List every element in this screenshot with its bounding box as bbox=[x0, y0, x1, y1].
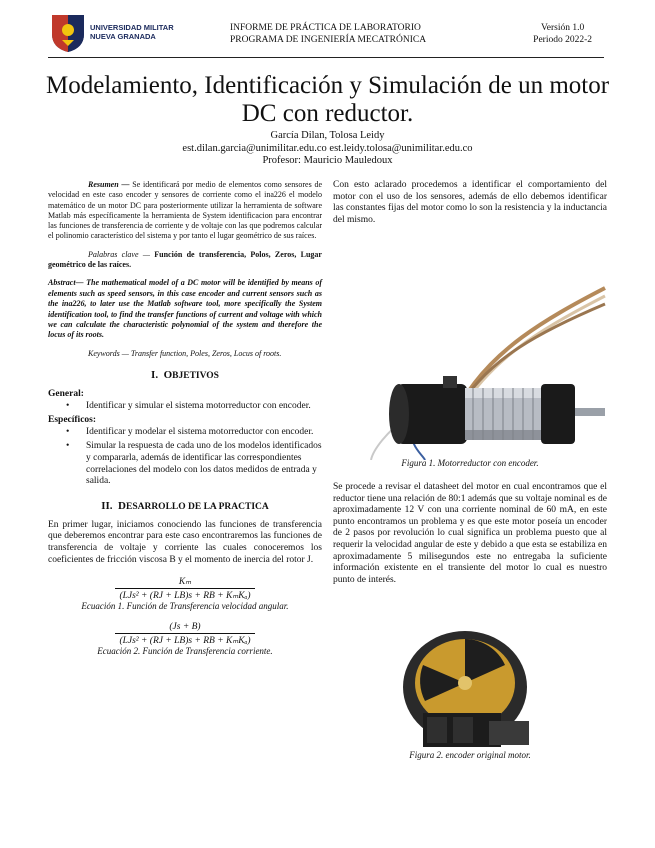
desarrollo-title-first: D bbox=[118, 499, 126, 512]
datasheet-paragraph: Se procede a revisar el datasheet del motor en cual encontramos que el reductor tiene una relación de 80:1 además que su voltaje nominal es de aproximadamente 12 V con una corriente nominal de 60 mA, en este punto encontramos un problema y es que este motor poseía un encoder de 2 pasos por revolución lo cual significa un problema puesto que al requerir la velocidad angular de este y debido a que esta se estabiliza en aproximadamente 5 milisegundos este no entregaba la suficiente información existente en el transiente del motor lo cual es nuestro punto de interés. bbox=[333, 482, 607, 585]
keywords-paragraph bbox=[48, 349, 322, 359]
figure-motor-photo bbox=[333, 260, 607, 460]
section-desarrollo-heading bbox=[48, 500, 322, 514]
right-column bbox=[333, 180, 607, 800]
header-center bbox=[230, 22, 426, 46]
palabras-text: Función de transferencia, Polos, Zeros, Lugar geométrico de las raíces. bbox=[48, 249, 322, 270]
logo-line-2: NUEVA GRANADA bbox=[90, 32, 156, 41]
resumen-paragraph bbox=[48, 180, 322, 242]
palabras-label: Palabras clave — bbox=[88, 249, 150, 259]
version-label: Versión 1.0 bbox=[540, 23, 585, 33]
abstract-label: Abstract— bbox=[48, 278, 84, 288]
list-item: • Identificar y modelar el sistema motorreductor con encoder. bbox=[86, 427, 322, 439]
logo-line-1: UNIVERSIDAD MILITAR bbox=[90, 23, 174, 32]
equation-1 bbox=[48, 576, 322, 601]
professor-name: Profesor: Mauricio Mauledoux bbox=[262, 155, 393, 166]
eq2-numerator: (Js + B) bbox=[169, 622, 201, 633]
list-item: • Identificar y simular el sistema motorreductor con encoder. bbox=[86, 401, 322, 413]
left-column bbox=[48, 180, 322, 657]
section-objetivos-heading bbox=[48, 369, 322, 383]
author-names: García Dilan, Tolosa Leidy bbox=[270, 130, 385, 141]
abstract-paragraph bbox=[48, 278, 322, 340]
palabras-clave-paragraph bbox=[48, 250, 322, 271]
intro-paragraph: Con esto aclarado procedemos a identificar el comportamiento del motor con el uso de los sensores, además de ello debemos identificar las constantes fijas del motor como lo son la resistencia y la inductancia del mismo. bbox=[333, 180, 607, 225]
equation-2 bbox=[48, 622, 322, 646]
report-type: INFORME DE PRÁCTICA DE LABORATORIO bbox=[230, 23, 421, 33]
shield-icon bbox=[48, 12, 88, 54]
objetivos-roman: I. bbox=[151, 369, 159, 382]
header-right bbox=[533, 22, 592, 46]
objetivos-title-rest: BJETIVOS bbox=[172, 371, 219, 382]
program-name: PROGRAMA DE INGENIERÍA MECATRÓNICA bbox=[230, 35, 427, 45]
keywords-text: Transfer function, Poles, Zeros, Locus of roots. bbox=[128, 348, 282, 358]
motor-gearbox-image bbox=[333, 260, 607, 460]
university-logo bbox=[48, 12, 188, 54]
list-item: • Simular la respuesta de cada uno de los modelos identificados y compararla, además de identificar las correspondientes correlaciones del modelo con los datos medidos de entrada y salida. bbox=[86, 441, 322, 487]
figure-1-caption: Figura 1. Motorreductor con encoder. bbox=[401, 458, 539, 468]
authors-block bbox=[30, 130, 625, 168]
desarrollo-title-rest: ESARROLLO DE LA PRACTICA bbox=[125, 501, 269, 512]
figure-2-caption: Figura 2. encoder original motor. bbox=[409, 750, 531, 760]
general-label: General: bbox=[48, 389, 84, 400]
especificos-label: Específicos: bbox=[48, 415, 97, 426]
resumen-text: Se identificará por medio de elementos como sensores de velocidad en este caso encoder y sensores de corriente como el ina226 el modelo matemático de un motor DC para posteriormente utilizar la herramienta de software Matlab más específicamente la herramienta de System identificacion para encontrar las funciones de transferencia de corriente y de voltaje con las que podremos calcular el polinomio característico del sistema y por tanto el lugar geométrico de sus raíces. bbox=[48, 180, 323, 241]
figure-encoder-photo bbox=[393, 625, 553, 755]
period-label: Periodo 2022-2 bbox=[533, 35, 592, 45]
eq2-denominator: (LJs² + (RJ + LB)s + RB + KₘKₐ) bbox=[115, 633, 254, 646]
eq1-caption: Ecuación 1. Función de Transferencia velocidad angular. bbox=[81, 601, 289, 612]
page-header bbox=[48, 10, 604, 58]
especificos-list bbox=[86, 427, 322, 488]
encoder-image bbox=[393, 625, 553, 755]
desarrollo-paragraph: En primer lugar, iniciamos conociendo las funciones de transferencia que deberemos encontrar para este caso encontraremos las funciones de transferencia de voltaje y corriente las cuales conoceremos los coeficientes de fricción viscosa B y el momento de inercia del rotor J. bbox=[48, 519, 322, 565]
resumen-label: Resumen — bbox=[88, 180, 130, 189]
eq1-numerator: Kₘ bbox=[178, 577, 192, 588]
desarrollo-roman: II. bbox=[101, 499, 113, 512]
paper-title: Modelamiento, Identificación y Simulación de un motor DC con reductor. bbox=[45, 72, 610, 127]
author-emails: est.dilan.garcia@unimilitar.edu.co est.leidy.tolosa@unimilitar.edu.co bbox=[182, 142, 473, 154]
objetivos-title-first: O bbox=[163, 369, 173, 382]
general-list bbox=[86, 401, 322, 413]
eq2-caption: Ecuación 2. Función de Transferencia corriente. bbox=[97, 646, 273, 657]
keywords-label: Keywords — bbox=[88, 348, 129, 358]
abstract-text: The mathematical model of a DC motor will be identified by means of elements such as speed sensors, in this case encoder and current sensors such as the ina226, to later use the Matlab software tool, more specifically the System identification tool, to find the transfer functions of current and voltage with which we can calculate the characteristic polynomial of the system and therefore the locus of its roots. bbox=[48, 278, 322, 340]
eq1-denominator: (LJs² + (RJ + LB)s + RB + KₘKₐ) bbox=[115, 588, 254, 601]
